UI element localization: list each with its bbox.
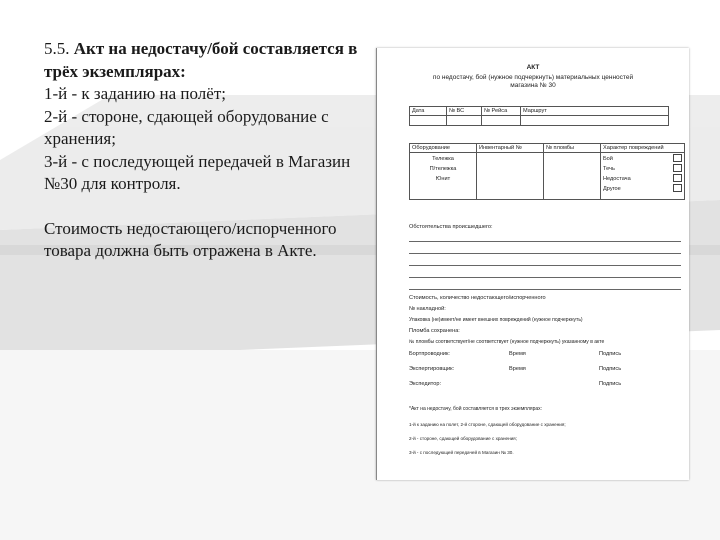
damage-type: Течь (603, 166, 615, 172)
list-item-2: 2-й - стороне, сдающей оборудование с хранения; (44, 106, 329, 148)
damage-type: Недостача (603, 176, 631, 182)
col-equipment: Оборудование (410, 144, 477, 153)
sign-label: Подпись (599, 351, 622, 357)
sig-attendant: Бортпроводник: (409, 351, 450, 357)
header-table (409, 106, 669, 126)
damage-type: Бой (603, 156, 613, 162)
cell-route: Маршрут (521, 107, 669, 116)
circumstances-label: Обстоятельства происшедшего: (409, 224, 493, 230)
form-line (409, 265, 681, 266)
act-title: АКТ (526, 64, 540, 71)
cost-label: Стоимость, количество недостающего/испорченного (409, 295, 546, 301)
form-line (409, 277, 681, 278)
footnote-line-2: 2-й - стороне, сдающей оборудование с хранения; (409, 436, 517, 441)
cell-flight: № Рейса (482, 107, 521, 116)
heading-number: 5.5. (44, 39, 70, 58)
sign-label: Подпись (599, 366, 622, 372)
heading-bold: Акт на недостачу/бой составляется в трёх экземплярах: (44, 39, 358, 81)
checkbox-icon (673, 154, 682, 162)
equipment-item: Юнит (435, 176, 451, 182)
damage-type: Другое (603, 186, 621, 192)
col-inventory: Инвентарный № (477, 144, 544, 153)
heading (44, 38, 364, 83)
sig-expert: Экспертировщик: (409, 366, 455, 372)
checkbox-icon (673, 184, 682, 192)
form-line (409, 253, 681, 254)
seal-kept-label: Пломба сохранена: (409, 328, 460, 334)
sig-forwarder: Экспедитор: (409, 381, 442, 387)
equipment-table (409, 143, 685, 200)
invoice-label: № накладной: (409, 306, 446, 312)
equipment-item: П/тележка (429, 166, 457, 172)
act-store: магазина № 30 (510, 82, 556, 89)
time-label: Время (509, 366, 526, 372)
form-line (409, 241, 681, 242)
equipment-item: Тележка (432, 156, 454, 162)
form-line (409, 289, 681, 290)
seal-match-label: № пломбы соответствует/не соответствует (нужное подчеркнуть) указанному в акте (409, 339, 605, 345)
list-item-3: 3-й - с последующей передачей в Магазин №30 для контроля. (44, 151, 351, 193)
sign-label: Подпись (599, 381, 622, 387)
time-label: Время (509, 351, 526, 357)
list-item-1: 1-й - к заданию на полёт; (44, 84, 226, 103)
cell-date: Дата (410, 107, 447, 116)
slide-text (44, 38, 364, 263)
act-form-image (376, 48, 689, 480)
col-seal: № пломбы (544, 144, 601, 153)
package-label: Упаковка (не)имеет/не имеет внешних повреждений (нужное подчеркнуть) (409, 317, 583, 323)
footnote: *Акт на недостачу, бой составляется в трех экземплярах: (409, 406, 543, 412)
footnote-line-1: 1-й к заданию на полет, 2-й стороне, сдающей оборудование с хранения; (409, 422, 566, 427)
checkbox-icon (673, 174, 682, 182)
act-subtitle: по недостачу, бой (нужное подчеркнуть) материальных ценностей (432, 74, 634, 81)
checkbox-icon (673, 164, 682, 172)
footnote-line-3: 3-й - с последующей передачей в Магазин № 30. (409, 450, 514, 455)
cell-aircraft: № ВС (447, 107, 482, 116)
col-damage: Характер повреждений (601, 144, 685, 153)
cost-paragraph: Стоимость недостающего/испорченного товара должна быть отражена в Акте. (44, 218, 337, 260)
